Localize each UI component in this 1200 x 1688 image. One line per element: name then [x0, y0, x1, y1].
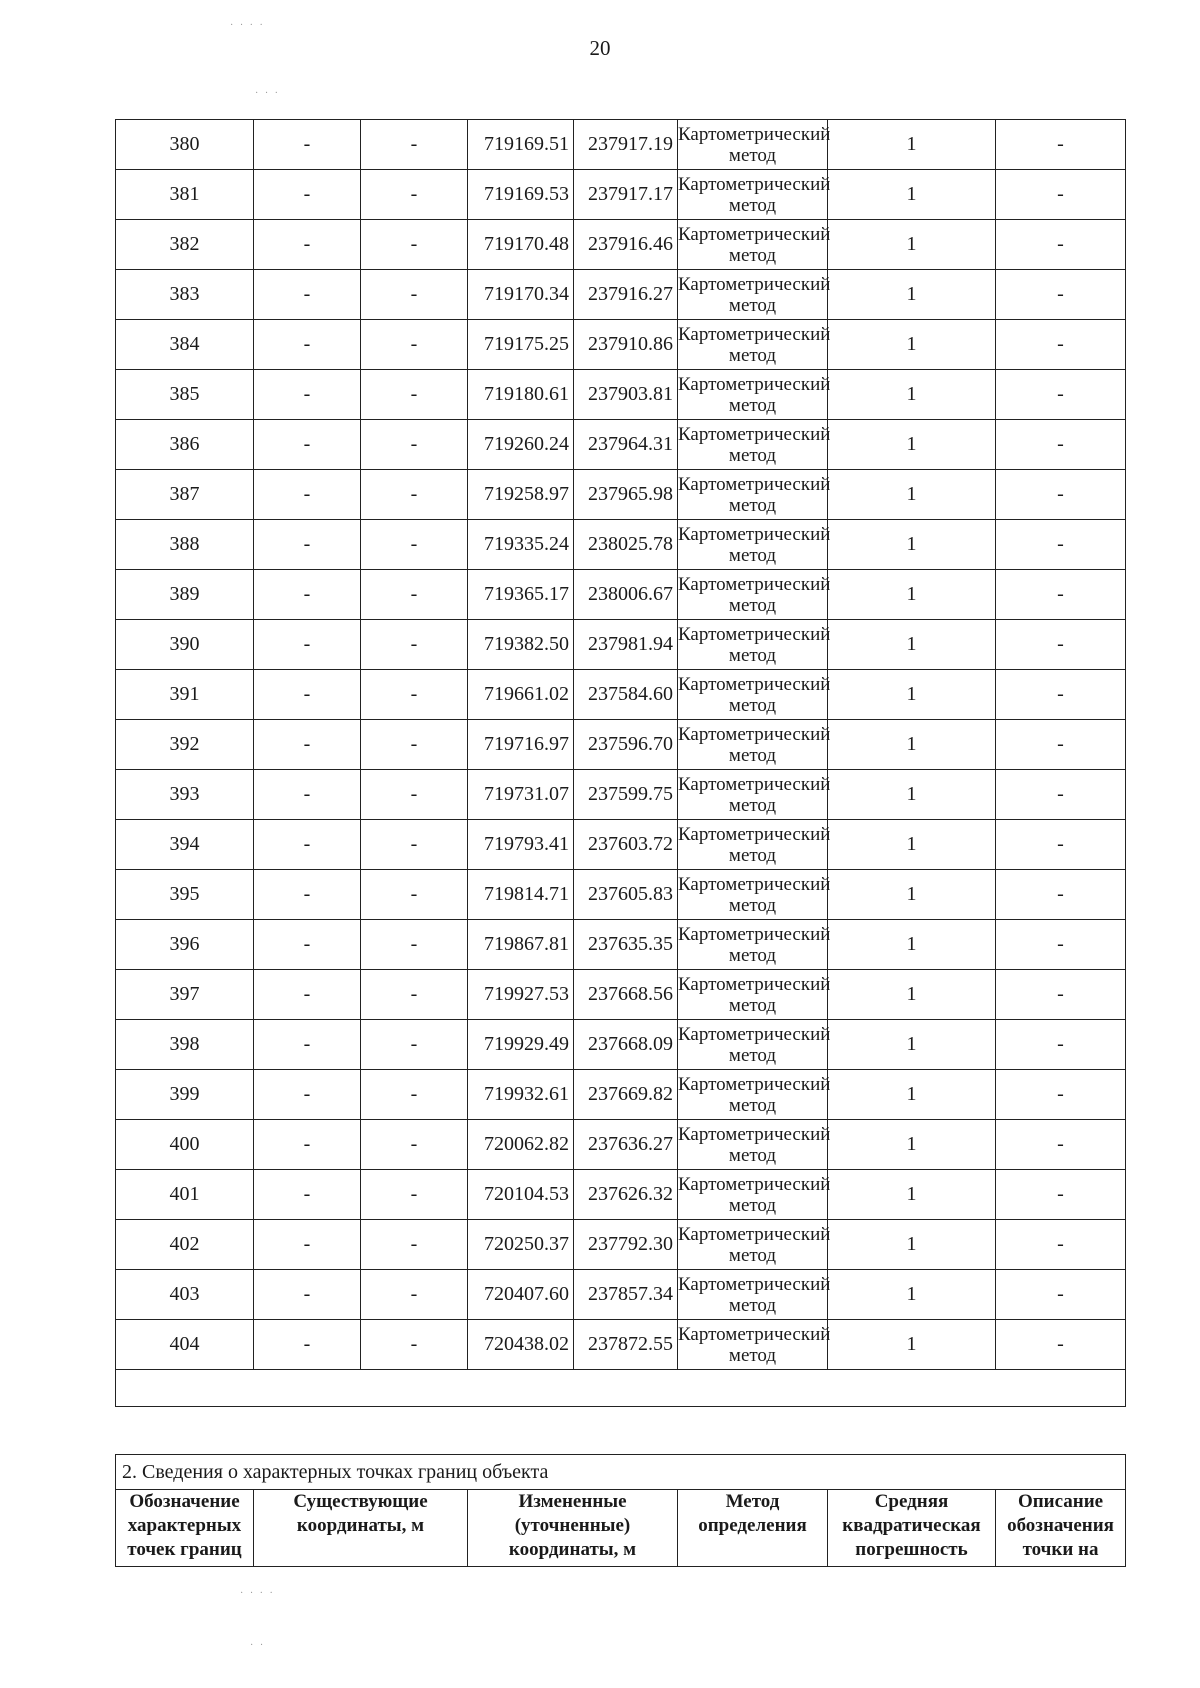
cell-method: Картометрический метод: [678, 620, 828, 670]
cell-existing-x: -: [254, 620, 361, 670]
cell-existing-x: -: [254, 220, 361, 270]
cell-point-number: 401: [116, 1170, 254, 1220]
cell-new-x: 719170.48: [468, 220, 574, 270]
cell-existing-x: -: [254, 520, 361, 570]
cell-rms-error: 1: [828, 370, 996, 420]
cell-existing-y: -: [361, 420, 468, 470]
cell-method: Картометрический метод: [678, 570, 828, 620]
header-point-description: Описание обозначения точки на: [996, 1490, 1126, 1567]
cell-new-y: 237910.86: [574, 320, 678, 370]
table-row: [116, 1320, 1126, 1370]
cell-point-number: 383: [116, 270, 254, 320]
table-row: [116, 470, 1126, 520]
cell-existing-x: -: [254, 170, 361, 220]
cell-method: Картометрический метод: [678, 770, 828, 820]
cell-rms-error: 1: [828, 970, 996, 1020]
cell-new-y: 237636.27: [574, 1120, 678, 1170]
cell-rms-error: 1: [828, 720, 996, 770]
cell-point-number: 400: [116, 1120, 254, 1170]
cell-point-number: 390: [116, 620, 254, 670]
cell-existing-y: -: [361, 1320, 468, 1370]
cell-description: -: [996, 170, 1126, 220]
cell-rms-error: 1: [828, 1270, 996, 1320]
cell-new-x: 719867.81: [468, 920, 574, 970]
cell-existing-y: -: [361, 120, 468, 170]
cell-point-number: 384: [116, 320, 254, 370]
table-row: [116, 670, 1126, 720]
cell-new-x: 720104.53: [468, 1170, 574, 1220]
cell-description: -: [996, 720, 1126, 770]
cell-method: Картометрический метод: [678, 220, 828, 270]
table-row: [116, 120, 1126, 170]
section-2-header-row: [116, 1490, 1126, 1567]
cell-method: Картометрический метод: [678, 820, 828, 870]
cell-description: -: [996, 1070, 1126, 1120]
cell-description: -: [996, 120, 1126, 170]
cell-new-y: 237668.56: [574, 970, 678, 1020]
cell-rms-error: 1: [828, 870, 996, 920]
cell-new-y: 237981.94: [574, 620, 678, 670]
cell-method: Картометрический метод: [678, 1320, 828, 1370]
cell-method: Картометрический метод: [678, 120, 828, 170]
header-existing-coordinates: Существующие координаты, м: [254, 1490, 468, 1567]
cell-description: -: [996, 270, 1126, 320]
cell-new-y: 237626.32: [574, 1170, 678, 1220]
cell-existing-x: -: [254, 470, 361, 520]
scan-artifact: · ·: [250, 1640, 266, 1651]
table-row: [116, 870, 1126, 920]
cell-existing-y: -: [361, 270, 468, 320]
cell-rms-error: 1: [828, 1070, 996, 1120]
cell-existing-x: -: [254, 1170, 361, 1220]
cell-new-y: 237605.83: [574, 870, 678, 920]
cell-method: Картометрический метод: [678, 270, 828, 320]
cell-existing-y: -: [361, 170, 468, 220]
cell-description: -: [996, 1120, 1126, 1170]
cell-existing-y: -: [361, 920, 468, 970]
table-row: [116, 1270, 1126, 1320]
cell-new-y: 237669.82: [574, 1070, 678, 1120]
cell-new-y: 237596.70: [574, 720, 678, 770]
cell-new-x: 719258.97: [468, 470, 574, 520]
cell-existing-y: -: [361, 220, 468, 270]
scan-artifact: · · · ·: [240, 1588, 275, 1599]
cell-existing-y: -: [361, 570, 468, 620]
cell-rms-error: 1: [828, 820, 996, 870]
cell-point-number: 382: [116, 220, 254, 270]
cell-new-y: 237917.17: [574, 170, 678, 220]
cell-existing-x: -: [254, 420, 361, 470]
cell-method: Картометрический метод: [678, 920, 828, 970]
cell-method: Картометрический метод: [678, 1020, 828, 1070]
cell-method: Картометрический метод: [678, 470, 828, 520]
cell-existing-x: -: [254, 120, 361, 170]
cell-description: -: [996, 220, 1126, 270]
cell-new-y: 237584.60: [574, 670, 678, 720]
table-row: [116, 170, 1126, 220]
cell-description: -: [996, 1320, 1126, 1370]
header-changed-coordinates: Измененные (уточненные) координаты, м: [468, 1490, 678, 1567]
cell-method: Картометрический метод: [678, 1070, 828, 1120]
cell-new-y: 237635.35: [574, 920, 678, 970]
table-row: [116, 1170, 1126, 1220]
cell-existing-x: -: [254, 1070, 361, 1120]
cell-existing-y: -: [361, 1120, 468, 1170]
cell-method: Картометрический метод: [678, 370, 828, 420]
cell-rms-error: 1: [828, 620, 996, 670]
cell-new-y: 237857.34: [574, 1270, 678, 1320]
cell-existing-y: -: [361, 720, 468, 770]
cell-new-y: 237917.19: [574, 120, 678, 170]
cell-description: -: [996, 520, 1126, 570]
cell-existing-x: -: [254, 770, 361, 820]
cell-new-x: 719175.25: [468, 320, 574, 370]
cell-point-number: 398: [116, 1020, 254, 1070]
cell-new-y: 237792.30: [574, 1220, 678, 1270]
cell-new-x: 720438.02: [468, 1320, 574, 1370]
boundary-points-table: [115, 119, 1126, 1407]
table-row: [116, 1220, 1126, 1270]
cell-existing-x: -: [254, 270, 361, 320]
cell-existing-y: -: [361, 470, 468, 520]
cell-description: -: [996, 670, 1126, 720]
cell-description: -: [996, 320, 1126, 370]
cell-description: -: [996, 370, 1126, 420]
boundary-points-body: [116, 120, 1126, 1407]
cell-method: Картометрический метод: [678, 420, 828, 470]
cell-method: Картометрический метод: [678, 870, 828, 920]
cell-point-number: 391: [116, 670, 254, 720]
cell-description: -: [996, 770, 1126, 820]
cell-existing-x: -: [254, 1020, 361, 1070]
cell-existing-x: -: [254, 920, 361, 970]
cell-rms-error: 1: [828, 570, 996, 620]
cell-rms-error: 1: [828, 420, 996, 470]
cell-new-x: 719170.34: [468, 270, 574, 320]
cell-point-number: 388: [116, 520, 254, 570]
table-empty-row: [116, 1370, 1126, 1407]
cell-existing-y: -: [361, 1070, 468, 1120]
cell-description: -: [996, 870, 1126, 920]
table-row: [116, 570, 1126, 620]
cell-rms-error: 1: [828, 1120, 996, 1170]
cell-new-y: 237964.31: [574, 420, 678, 470]
header-rms-error: Средняя квадратическая погрешность: [828, 1490, 996, 1567]
cell-method: Картометрический метод: [678, 170, 828, 220]
cell-existing-x: -: [254, 1120, 361, 1170]
scan-artifact: · · · ·: [230, 20, 265, 31]
cell-rms-error: 1: [828, 1020, 996, 1070]
cell-new-x: 719793.41: [468, 820, 574, 870]
table-row: [116, 970, 1126, 1020]
empty-cell: [116, 1370, 1126, 1407]
table-row: [116, 920, 1126, 970]
cell-rms-error: 1: [828, 320, 996, 370]
table-row: [116, 820, 1126, 870]
cell-existing-y: -: [361, 1020, 468, 1070]
cell-existing-x: -: [254, 570, 361, 620]
cell-method: Картометрический метод: [678, 320, 828, 370]
cell-new-x: 719929.49: [468, 1020, 574, 1070]
cell-method: Картометрический метод: [678, 970, 828, 1020]
cell-existing-y: -: [361, 620, 468, 670]
cell-new-y: 237916.46: [574, 220, 678, 270]
cell-existing-x: -: [254, 1270, 361, 1320]
cell-point-number: 397: [116, 970, 254, 1020]
table-row: [116, 270, 1126, 320]
table-row: [116, 1020, 1126, 1070]
cell-new-y: 237903.81: [574, 370, 678, 420]
cell-new-x: 720062.82: [468, 1120, 574, 1170]
cell-rms-error: 1: [828, 770, 996, 820]
cell-rms-error: 1: [828, 1320, 996, 1370]
cell-rms-error: 1: [828, 1170, 996, 1220]
cell-rms-error: 1: [828, 1220, 996, 1270]
cell-new-x: 719716.97: [468, 720, 574, 770]
cell-existing-x: -: [254, 870, 361, 920]
cell-point-number: 394: [116, 820, 254, 870]
cell-point-number: 404: [116, 1320, 254, 1370]
table-row: [116, 1120, 1126, 1170]
section-2-table: [115, 1454, 1126, 1567]
cell-existing-x: -: [254, 820, 361, 870]
cell-new-y: 237916.27: [574, 270, 678, 320]
table-row: [116, 620, 1126, 670]
cell-method: Картометрический метод: [678, 1170, 828, 1220]
cell-new-x: 719731.07: [468, 770, 574, 820]
cell-point-number: 387: [116, 470, 254, 520]
header-method: Метод определения: [678, 1490, 828, 1567]
table-row: [116, 220, 1126, 270]
cell-point-number: 389: [116, 570, 254, 620]
cell-new-y: 238006.67: [574, 570, 678, 620]
cell-existing-x: -: [254, 370, 361, 420]
table-row: [116, 720, 1126, 770]
page-number: 20: [589, 36, 611, 60]
cell-existing-x: -: [254, 670, 361, 720]
header-point-designation: Обозначение характерных точек границ: [116, 1490, 254, 1567]
cell-rms-error: 1: [828, 670, 996, 720]
cell-point-number: 392: [116, 720, 254, 770]
cell-new-x: 720407.60: [468, 1270, 574, 1320]
cell-point-number: 399: [116, 1070, 254, 1120]
cell-existing-x: -: [254, 1320, 361, 1370]
cell-point-number: 396: [116, 920, 254, 970]
cell-existing-y: -: [361, 1220, 468, 1270]
cell-method: Картометрический метод: [678, 520, 828, 570]
cell-new-x: 719335.24: [468, 520, 574, 570]
cell-existing-y: -: [361, 670, 468, 720]
cell-new-x: 720250.37: [468, 1220, 574, 1270]
cell-new-x: 719365.17: [468, 570, 574, 620]
cell-point-number: 386: [116, 420, 254, 470]
table-row: [116, 770, 1126, 820]
cell-rms-error: 1: [828, 120, 996, 170]
cell-description: -: [996, 1220, 1126, 1270]
cell-new-y: 237599.75: [574, 770, 678, 820]
cell-point-number: 381: [116, 170, 254, 220]
cell-point-number: 395: [116, 870, 254, 920]
cell-description: -: [996, 1170, 1126, 1220]
section-2-title-row: [116, 1455, 1126, 1490]
cell-description: -: [996, 920, 1126, 970]
cell-existing-y: -: [361, 770, 468, 820]
cell-existing-y: -: [361, 820, 468, 870]
cell-existing-y: -: [361, 1170, 468, 1220]
cell-existing-y: -: [361, 320, 468, 370]
cell-existing-y: -: [361, 870, 468, 920]
cell-method: Картометрический метод: [678, 1270, 828, 1320]
cell-new-x: 719661.02: [468, 670, 574, 720]
table-row: [116, 370, 1126, 420]
cell-new-y: 237668.09: [574, 1020, 678, 1070]
cell-point-number: 393: [116, 770, 254, 820]
cell-new-y: 237965.98: [574, 470, 678, 520]
cell-point-number: 403: [116, 1270, 254, 1320]
table-row: [116, 320, 1126, 370]
cell-rms-error: 1: [828, 470, 996, 520]
cell-new-y: 237603.72: [574, 820, 678, 870]
cell-new-x: 719260.24: [468, 420, 574, 470]
cell-method: Картометрический метод: [678, 1120, 828, 1170]
cell-existing-x: -: [254, 1220, 361, 1270]
cell-point-number: 385: [116, 370, 254, 420]
cell-new-x: 719180.61: [468, 370, 574, 420]
cell-new-x: 719927.53: [468, 970, 574, 1020]
cell-description: -: [996, 820, 1126, 870]
table-row: [116, 520, 1126, 570]
cell-new-x: 719169.53: [468, 170, 574, 220]
cell-point-number: 402: [116, 1220, 254, 1270]
cell-description: -: [996, 420, 1126, 470]
cell-description: -: [996, 470, 1126, 520]
cell-point-number: 380: [116, 120, 254, 170]
cell-description: -: [996, 570, 1126, 620]
cell-new-y: 238025.78: [574, 520, 678, 570]
table-row: [116, 420, 1126, 470]
cell-rms-error: 1: [828, 220, 996, 270]
cell-existing-x: -: [254, 320, 361, 370]
section-2-title: 2. Сведения о характерных точках границ объекта: [116, 1455, 1126, 1490]
cell-description: -: [996, 1270, 1126, 1320]
cell-existing-x: -: [254, 970, 361, 1020]
cell-new-x: 719382.50: [468, 620, 574, 670]
cell-new-x: 719932.61: [468, 1070, 574, 1120]
cell-new-x: 719814.71: [468, 870, 574, 920]
cell-new-x: 719169.51: [468, 120, 574, 170]
cell-rms-error: 1: [828, 170, 996, 220]
cell-rms-error: 1: [828, 270, 996, 320]
table-row: [116, 1070, 1126, 1120]
cell-rms-error: 1: [828, 520, 996, 570]
cell-description: -: [996, 620, 1126, 670]
cell-description: -: [996, 970, 1126, 1020]
cell-existing-y: -: [361, 1270, 468, 1320]
cell-description: -: [996, 1020, 1126, 1070]
cell-method: Картометрический метод: [678, 670, 828, 720]
cell-rms-error: 1: [828, 920, 996, 970]
cell-new-y: 237872.55: [574, 1320, 678, 1370]
cell-existing-y: -: [361, 370, 468, 420]
cell-existing-y: -: [361, 970, 468, 1020]
cell-existing-y: -: [361, 520, 468, 570]
cell-method: Картометрический метод: [678, 1220, 828, 1270]
cell-existing-x: -: [254, 720, 361, 770]
scan-artifact: · · ·: [255, 88, 280, 99]
cell-method: Картометрический метод: [678, 720, 828, 770]
